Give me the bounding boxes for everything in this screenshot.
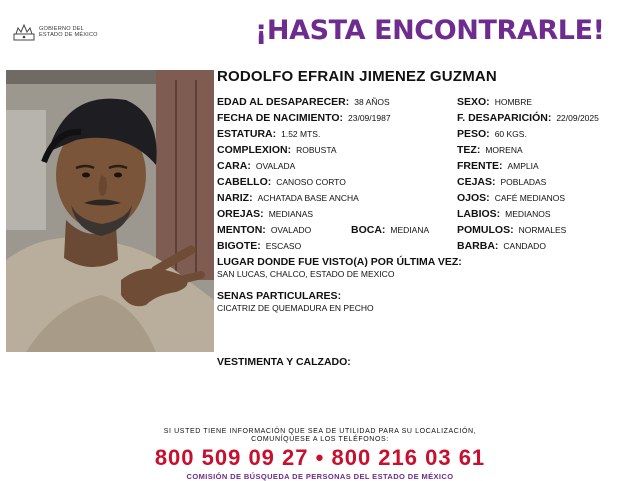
state-government-emblem-icon: [12, 22, 36, 42]
field-complexion-label: COMPLEXION:: [217, 144, 292, 156]
contact-info-line-1: SI USTED TIENE INFORMACIÓN QUE SEA DE UTILIDAD PARA SU LOCALIZACIÓN,: [163, 428, 477, 435]
field-menton-label: MENTON:: [217, 224, 266, 236]
field-desaparicion-value: 22/09/2025: [556, 113, 599, 123]
field-nacimiento-value: 23/09/1987: [348, 113, 391, 123]
last-seen-label: LUGAR DONDE FUE VISTO(A) POR ÚLTIMA VEZ:: [217, 256, 462, 268]
field-sexo-label: SEXO:: [457, 96, 490, 108]
field-complexion: [217, 144, 337, 156]
government-logo: [12, 22, 98, 42]
person-name: RODOLFO EFRAIN JIMENEZ GUZMAN: [217, 68, 497, 85]
field-cara: [217, 160, 295, 172]
field-frente-value: AMPLIA: [507, 161, 539, 171]
field-menton-value: OVALADO: [270, 225, 312, 235]
portrait-illustration: [6, 70, 214, 352]
phone-number-2[interactable]: 800 216 03 61: [331, 445, 486, 470]
field-ojos-value: CAFÉ MEDIANOS: [494, 193, 566, 203]
field-estatura: [217, 128, 320, 140]
field-frente: [457, 160, 539, 172]
field-barba: [457, 240, 546, 252]
field-pomulos-label: POMULOS:: [457, 224, 514, 236]
field-labios: [457, 208, 551, 220]
field-barba-label: BARBA:: [457, 240, 499, 252]
field-cabello-label: CABELLO:: [217, 176, 272, 188]
field-ojos: [457, 192, 565, 204]
field-tez-label: TEZ:: [457, 144, 481, 156]
last-seen-section: [217, 256, 462, 279]
field-tez: [457, 144, 523, 156]
field-desaparicion-label: F. DESAPARICIÓN:: [457, 112, 552, 124]
clothing-section: [217, 356, 351, 368]
field-labios-label: LABIOS:: [457, 208, 501, 220]
field-estatura-value: 1.52 MTS.: [281, 129, 321, 139]
field-nacimiento: [217, 112, 391, 124]
field-bigote-value: ESCASO: [265, 241, 302, 251]
field-orejas-value: MEDIANAS: [268, 209, 314, 219]
field-edad: [217, 96, 390, 108]
field-ojos-label: OJOS:: [457, 192, 490, 204]
last-seen-value: SAN LUCAS, CHALCO, ESTADO DE MEXICO: [217, 269, 395, 279]
field-peso-label: PESO:: [457, 128, 490, 140]
field-labios-value: MEDIANOS: [505, 209, 551, 219]
phone-separator: •: [315, 445, 325, 470]
phone-number-1[interactable]: 800 509 09 27: [154, 445, 309, 470]
field-orejas: [217, 208, 313, 220]
field-edad-label: EDAD AL DESAPARECER:: [217, 96, 350, 108]
field-nariz: [217, 192, 359, 204]
contact-info-line-2: COMUNÍQUESE A LOS TELÉFONOS:: [251, 436, 389, 443]
clothing-label: VESTIMENTA Y CALZADO:: [217, 356, 351, 368]
field-pomulos: [457, 224, 566, 236]
field-nacimiento-label: FECHA DE NACIMIENTO:: [217, 112, 343, 124]
field-bigote-label: BIGOTE:: [217, 240, 261, 252]
field-boca-value: MEDIANA: [390, 225, 430, 235]
field-peso: [457, 128, 527, 140]
field-bigote: [217, 240, 301, 252]
field-pomulos-value: NORMALES: [518, 225, 567, 235]
logo-line-2: ESTADO DE MÉXICO: [39, 32, 98, 38]
field-cara-value: OVALADA: [255, 161, 296, 171]
field-barba-value: CANDADO: [503, 241, 546, 251]
footer-commission: COMISIÓN DE BÚSQUEDA DE PERSONAS DEL ESTADO DE MÉXICO: [186, 472, 454, 481]
field-estatura-label: ESTATURA:: [217, 128, 277, 140]
phone-numbers: [0, 446, 640, 470]
field-nariz-value: ACHATADA BASE ANCHA: [257, 193, 359, 203]
field-cejas-label: CEJAS:: [457, 176, 496, 188]
field-peso-value: 60 KGS.: [494, 129, 527, 139]
distinguishing-marks-section: [217, 290, 374, 313]
field-menton: [217, 224, 311, 236]
field-cejas: [457, 176, 546, 188]
field-nariz-label: NARIZ:: [217, 192, 253, 204]
field-boca-label: BOCA:: [351, 224, 386, 236]
field-tez-value: MORENA: [485, 145, 523, 155]
distinguishing-marks-value: CICATRIZ DE QUEMADURA EN PECHO: [217, 303, 374, 313]
field-complexion-value: ROBUSTA: [296, 145, 337, 155]
field-cabello-value: CANOSO CORTO: [276, 177, 346, 187]
field-sexo: [457, 96, 532, 108]
field-cara-label: CARA:: [217, 160, 251, 172]
field-desaparicion: [457, 112, 599, 124]
field-cejas-value: POBLADAS: [500, 177, 547, 187]
field-frente-label: FRENTE:: [457, 160, 503, 172]
field-cabello: [217, 176, 346, 188]
field-boca: [351, 224, 429, 236]
logo-line-1: GOBIERNO DEL: [39, 25, 84, 32]
field-sexo-value: HOMBRE: [494, 97, 532, 107]
headline: ¡HASTA ENCONTRARLE!: [255, 15, 605, 46]
field-edad-value: 38 AÑOS: [354, 97, 390, 107]
distinguishing-marks-label: SENAS PARTICULARES:: [217, 290, 342, 302]
missing-person-photo: [6, 70, 214, 352]
field-orejas-label: OREJAS:: [217, 208, 264, 220]
government-logo-text: [39, 26, 98, 39]
